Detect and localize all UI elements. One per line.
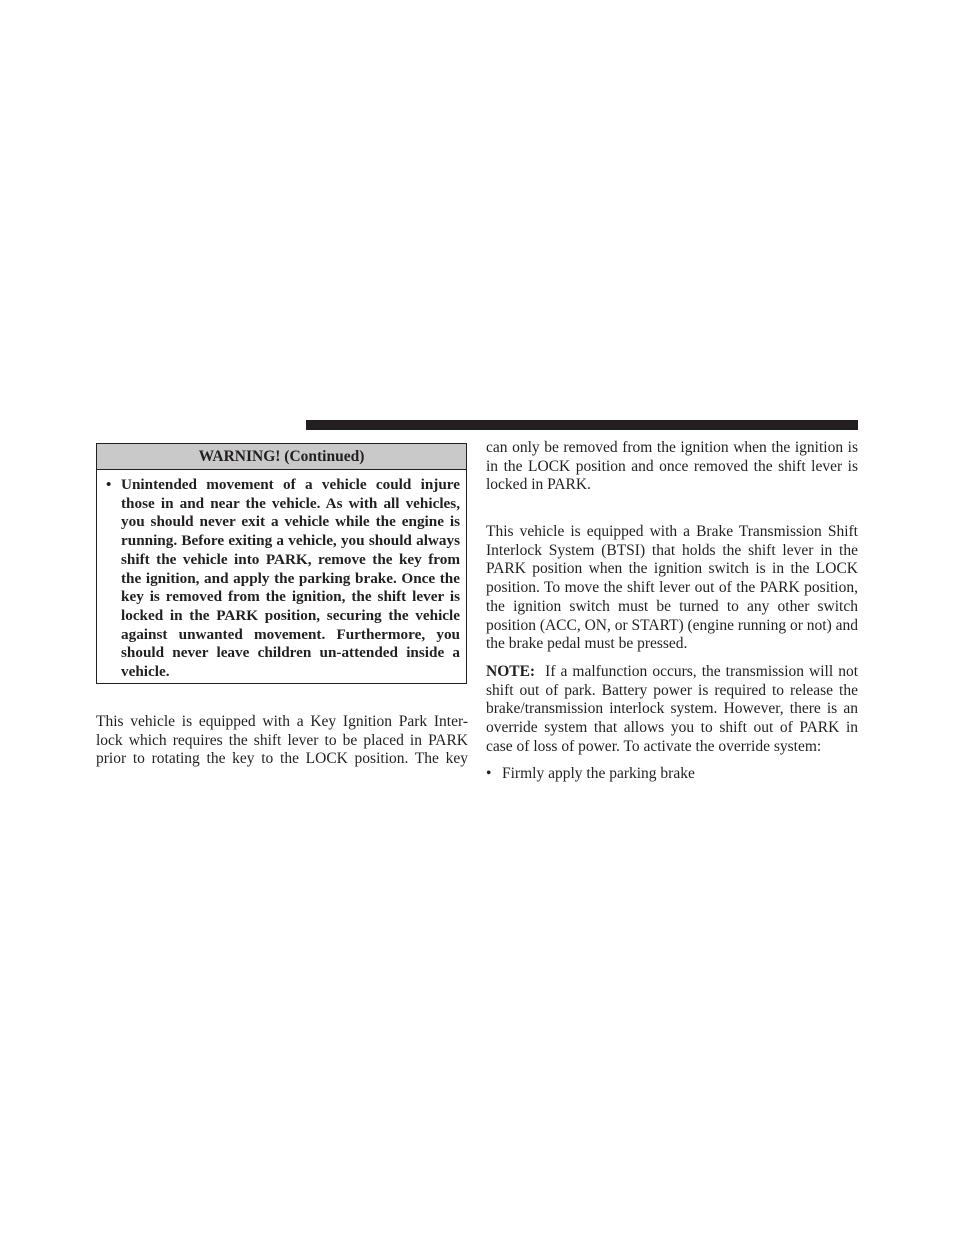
warning-header: WARNING! (Continued) bbox=[97, 444, 466, 470]
warning-text: Unintended movement of a vehicle could injure those in and near the vehicle. As with all vehicles, you should never exit a vehicle while the engine is running. Before exiting a vehicle, you should always shift the vehicle into PARK, remove the key from the ignition, and apply the parking brake. Once the key is removed from the ignition, the shift lever is locked in the PARK position, securing the vehicle against unwanted movement. Furthermore, you should never leave children un-attended inside a vehicle. bbox=[121, 476, 460, 681]
warning-box bbox=[96, 443, 467, 684]
header-rule bbox=[306, 420, 858, 430]
note-text: If a malfunction occurs, the transmission will not shift out of park. Battery power is required to release the brake/transmission interlock system. However, there is an override system that allows you to shift out of PARK in case of loss of power. To activate the override system: bbox=[486, 663, 858, 755]
bullet-icon: • bbox=[486, 765, 492, 782]
list-item bbox=[486, 765, 695, 784]
note-label: NOTE: bbox=[486, 663, 536, 680]
key-interlock-continuation: can only be removed from the ignition when the ignition is in the LOCK position and once removed the shift lever is locked in PARK. bbox=[486, 439, 858, 494]
list-item-text: Firmly apply the parking brake bbox=[502, 765, 695, 782]
note-paragraph bbox=[486, 663, 858, 757]
warning-body bbox=[97, 470, 466, 682]
btsi-paragraph: This vehicle is equipped with a Brake Transmission Shift Interlock System (BTSI) that holds the shift lever in the PARK position when the ignition switch is in the LOCK position. To move the shift lever out of the PARK position, the ignition switch must be turned to any other switch position (ACC, ON, or START) (engine running or not) and the brake pedal must be pressed. bbox=[486, 523, 858, 653]
key-interlock-paragraph: This vehicle is equipped with a Key Ignition Park Inter-lock which requires the shift lever to be placed in PARK prior to rotating the key to the LOCK position. The key bbox=[96, 713, 468, 768]
bullet-icon: • bbox=[106, 476, 112, 493]
